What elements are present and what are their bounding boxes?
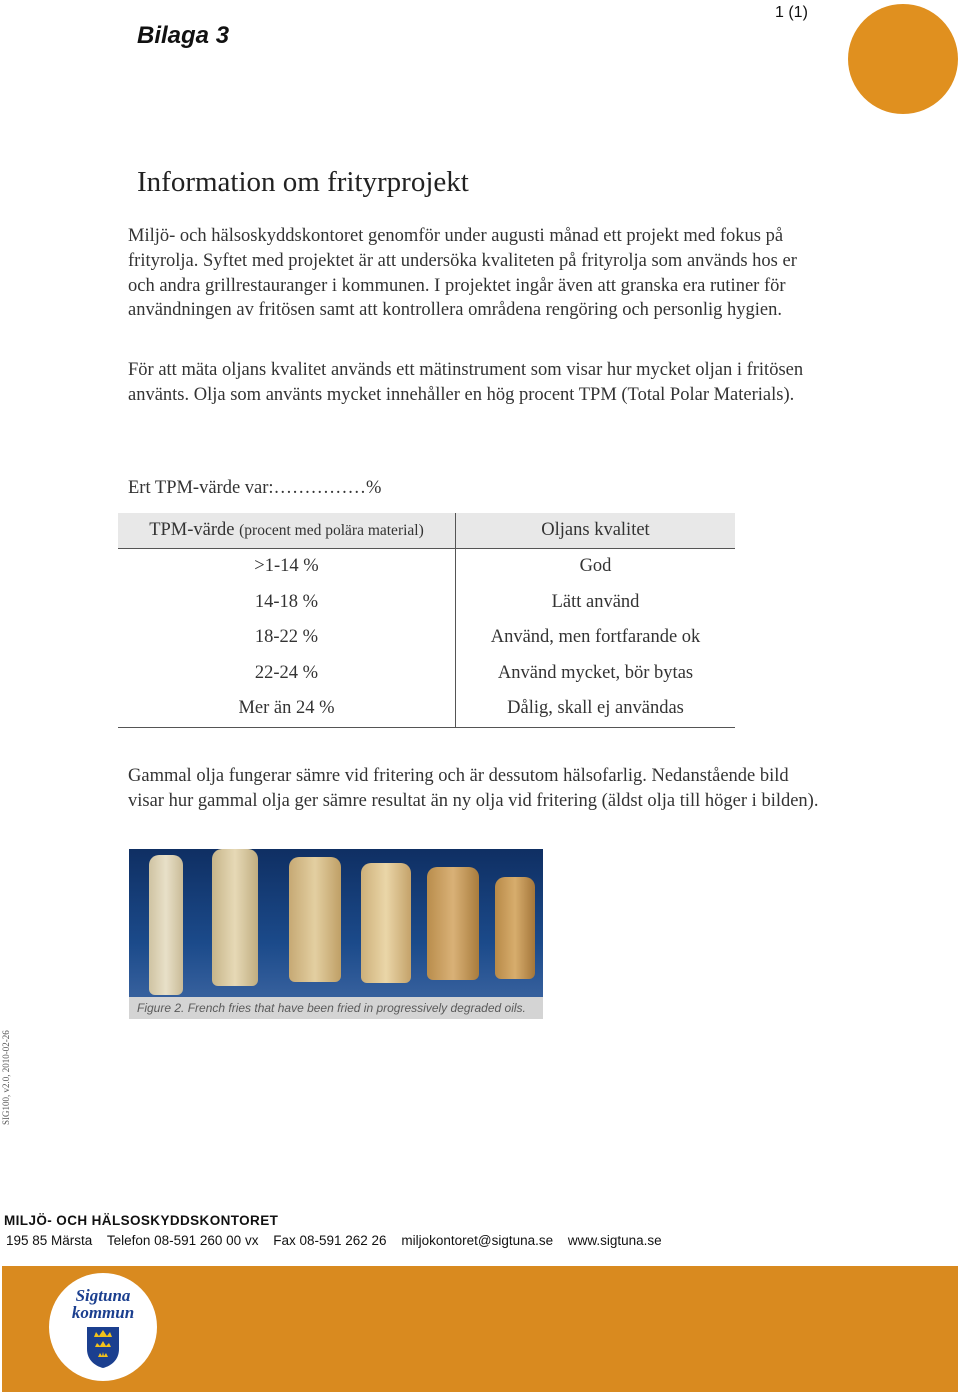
document-code: SIG100, v2.0, 2010-02-26 (1, 1030, 11, 1125)
tpm-value-line: Ert TPM-värde var:……………% (128, 478, 382, 498)
website-link[interactable]: www.sigtuna.se (567, 1233, 662, 1248)
fax: Fax 08-591 262 26 (273, 1233, 387, 1248)
quality-cell: Dålig, skall ej användas (456, 691, 736, 727)
table-row (118, 585, 735, 621)
quality-cell: God (579, 556, 612, 577)
page-title: Information om frityrprojekt (137, 166, 469, 198)
phone: Telefon 08-591 260 00 vx (106, 1233, 259, 1248)
measurement-paragraph: För att mäta oljans kvalitet används ett mätinstrument som visar hur mycket oljan i fritösen använts. Olja som använts mycket innehåller en hög procent TPM (Total Polar Materials). (128, 360, 804, 405)
tpm-header-sub: (procent med polära material) (239, 522, 424, 539)
fry-5 (427, 867, 479, 980)
quality-column-header: Oljans kvalitet (456, 513, 736, 549)
fry-1 (149, 855, 183, 995)
table-row (118, 620, 735, 656)
tpm-header-main: TPM-värde (149, 520, 235, 540)
quality-cell: Använd mycket, bör bytas (497, 662, 694, 683)
address: 195 85 Märsta (6, 1233, 93, 1248)
fry-6 (495, 877, 535, 979)
tpm-column-header (118, 513, 456, 549)
logo-text-line1: Sigtuna (75, 1286, 131, 1305)
tpm-range-cell: 14-18 % (118, 585, 456, 621)
quality-cell: Lätt använd (551, 591, 640, 612)
tpm-range-cell: 18-22 % (118, 620, 456, 656)
logo-text-line2: kommun (71, 1303, 135, 1322)
old-oil-paragraph: Gammal olja fungerar sämre vid fritering och är dessutom hälsofarlig. Nedanstående bild visar hur gammal olja ger sämre resultat än ny olja vid fritering (äldst olja till höger i bilden). (128, 766, 819, 811)
tpm-range-cell: Mer än 24 % (118, 691, 456, 727)
orange-circle-mark (848, 4, 958, 114)
table-row (118, 691, 735, 727)
photo-caption: Figure 2. French fries that have been fried in progressively degraded oils. (129, 997, 543, 1019)
contact-line (6, 1233, 673, 1248)
tpm-range-cell: >1-14 % (118, 549, 456, 585)
table-header-row (118, 513, 735, 549)
intro-paragraph: Miljö- och hälsoskyddskontoret genomför under augusti månad ett projekt med fokus på frityrolja. Syftet med projektet är att undersöka kvaliteten på frityrolja som används hos er och andra grillrestauranger i kommunen. I projektet ingår även att granska era rutiner för användningen av fritösen samt att kontrollera områdena rengöring och personlig hygien. (128, 226, 797, 321)
page-number: 1 (1) (775, 4, 808, 21)
email-link[interactable]: miljokontoret@sigtuna.se (401, 1233, 554, 1248)
french-fries-photo (129, 849, 543, 1019)
table-row (118, 656, 735, 692)
quality-cell: Använd, men fortfarande ok (490, 627, 701, 648)
fry-2 (212, 849, 258, 986)
tpm-quality-table (118, 513, 735, 728)
fry-3 (289, 857, 341, 982)
sigtuna-crest-icon (85, 1325, 121, 1369)
fry-4 (361, 863, 411, 983)
tpm-range-cell: 22-24 % (118, 656, 456, 692)
table-row (118, 549, 735, 585)
attachment-label: Bilaga 3 (137, 22, 230, 49)
office-name: MILJÖ- OCH HÄLSOSKYDDSKONTORET (4, 1213, 279, 1228)
sigtuna-logo (49, 1273, 157, 1381)
